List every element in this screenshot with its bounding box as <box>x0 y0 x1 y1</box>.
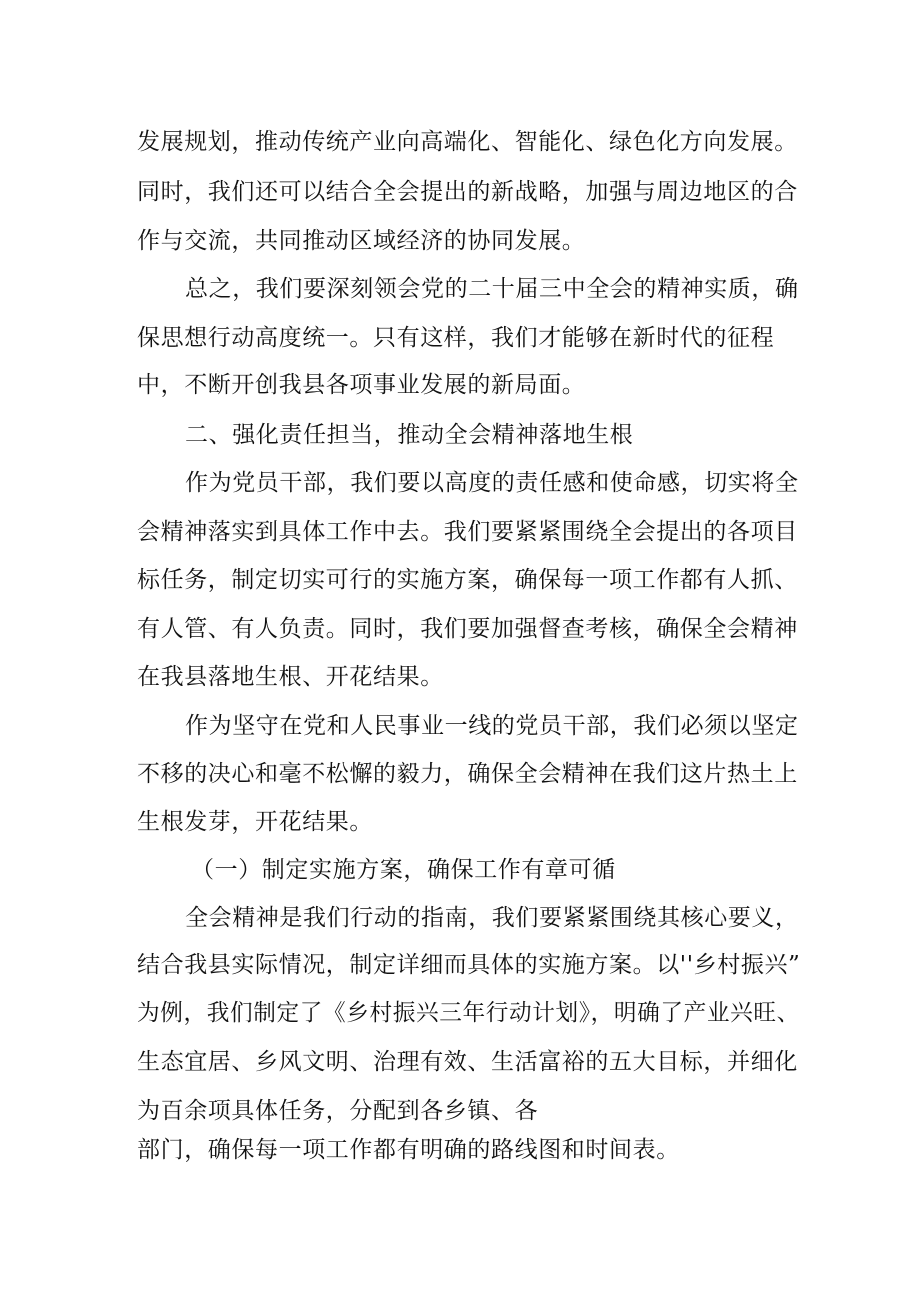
text-line: 生根发芽，开花结果。 <box>137 809 373 835</box>
text-line: 保思想行动高度统一。只有这样，我们才能够在新时代的征程 <box>137 325 775 351</box>
text-line: 会精神落实到具体工作中去。我们要紧紧围绕全会提出的各项目 <box>137 519 798 545</box>
text-line: 中，不断开创我县各项事业发展的新局面。 <box>137 372 586 398</box>
text-line: 结合我县实际情况，制定详细而具体的实施方案。以''乡村振兴” <box>137 952 801 978</box>
text-line: 总之，我们要深刻领会党的二十届三中全会的精神实质，确 <box>185 276 799 302</box>
text-line: 标任务，制定切实可行的实施方案，确保每一项工作都有人抓、 <box>137 567 798 593</box>
text-line: 部门，确保每一项工作都有明确的路线图和时间表。 <box>137 1137 680 1163</box>
text-line: 为百余项具体任务，分配到各乡镇、各 <box>137 1098 539 1124</box>
section-heading: 二、强化责任担当，推动全会精神落地生根 <box>185 422 634 448</box>
text-line: 不移的决心和毫不松懈的毅力，确保全会精神在我们这片热土上 <box>137 761 798 787</box>
text-line: 同时，我们还可以结合全会提出的新战略，加强与周边地区的合 <box>137 179 798 205</box>
text-line: 作与交流，共同推动区域经济的协同发展。 <box>137 228 586 254</box>
text-line: 作为坚守在党和人民事业一线的党员干部，我们必须以坚定 <box>185 713 799 739</box>
text-line: 为例，我们制定了《乡村振兴三年行动计划》，明确了产业兴旺、 <box>137 1000 800 1026</box>
text-line: 在我县落地生根、开花结果。 <box>137 664 444 690</box>
subsection-heading: （一）制定实施方案，确保工作有章可循 <box>191 857 616 883</box>
text-line: 作为党员干部，我们要以高度的责任感和使命感，切实将全 <box>185 470 799 496</box>
text-line: 有人管、有人负责。同时，我们要加强督查考核，确保全会精神 <box>137 616 798 642</box>
text-line: 全会精神是我们行动的指南，我们要紧紧围绕其核心要义， <box>185 905 799 931</box>
text-line: 发展规划，推动传统产业向高端化、智能化、绿色化方向发展。 <box>137 129 798 155</box>
text-line: 生态宜居、乡风文明、治理有效、生活富裕的五大目标，并细化 <box>137 1049 798 1075</box>
